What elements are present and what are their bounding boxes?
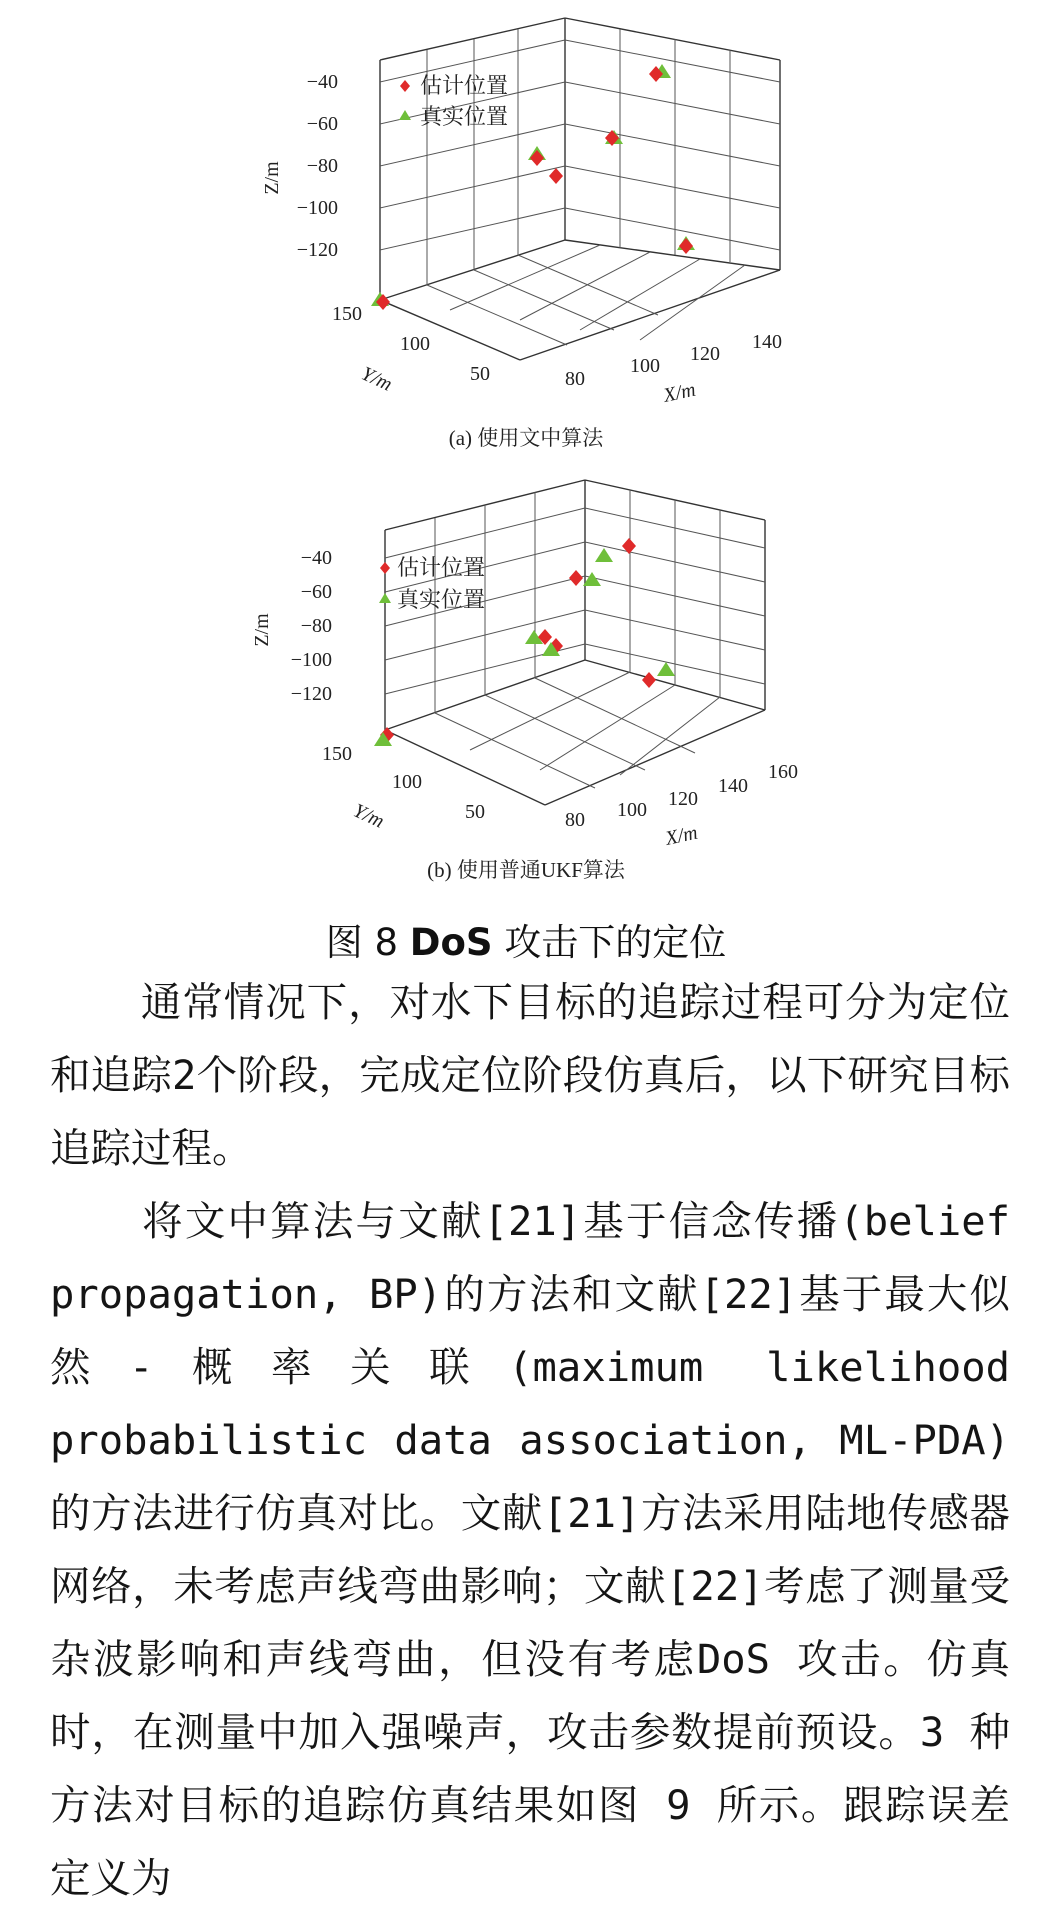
legend-estimated-marker-b <box>380 562 390 574</box>
z-axis-label-b: Z/m <box>251 613 273 647</box>
z-tick-a-3: −80 <box>306 155 338 177</box>
x-tick-b-5: 160 <box>768 761 798 783</box>
legend-true-label-a: 真实位置 <box>420 104 509 129</box>
y-tick-a-1: 150 <box>332 303 362 325</box>
y-tick-b-2: 100 <box>392 771 422 793</box>
x-tick-b-2: 100 <box>617 799 647 821</box>
subfigure-b-caption: (b) 使用普通UKF算法 <box>427 858 625 882</box>
figure-title-number: 图 8 <box>325 921 398 964</box>
x-tick-a-3: 120 <box>690 343 720 365</box>
z-axis-label-a: Z/m <box>261 161 283 195</box>
legend-estimated-label-a: 估计位置 <box>420 73 509 98</box>
estimated-point-b <box>622 538 636 554</box>
figure-title-text: 攻击下的定位 <box>504 921 727 964</box>
x-axis-label-b: X/m <box>663 821 700 850</box>
subfigure-b-plot <box>0 470 1052 870</box>
estimated-point-a <box>549 168 563 184</box>
legend-estimated-label-b: 估计位置 <box>397 555 486 580</box>
z-tick-a-4: −100 <box>296 197 338 219</box>
z-tick-a-2: −60 <box>306 113 338 135</box>
body-paragraph-1-text: 通常情况下，对水下目标的追踪过程可分为定位和追踪2个阶段，完成定位阶段仿真后，以下研究目标追踪过程。 <box>50 978 1010 1172</box>
body-paragraph-2 <box>50 1185 1010 1915</box>
true-point-b <box>657 662 675 676</box>
figure-title <box>0 912 1052 966</box>
x-tick-b-4: 140 <box>718 775 748 797</box>
legend-true-label-b: 真实位置 <box>397 587 486 612</box>
z-tick-b-3: −80 <box>300 615 332 637</box>
y-axis-label-a: Y/m <box>357 362 396 396</box>
z-tick-b-2: −60 <box>300 581 332 603</box>
figure-title-bold: DoS <box>409 921 493 964</box>
legend-true-marker-a <box>399 110 411 120</box>
subfigure-a-caption: (a) 使用文中算法 <box>448 426 604 450</box>
x-tick-a-1: 80 <box>565 368 585 390</box>
y-tick-a-3: 50 <box>470 363 490 385</box>
axis-box-a <box>380 18 780 360</box>
axis-box-b <box>385 480 765 805</box>
subfigure-a-plot <box>0 0 1052 420</box>
body-paragraph-2-text: 将文中算法与文献[21]基于信念传播(belief propagation, BP)的方法和文献[22]基于最大似然-概率关联(maximum likelihood probabilistic data association, ML-PDA)的方法进行仿真对比。文献[21]方法采用陆地传感器网络，未考虑声线弯曲影响；文献[22]考虑了测量受杂波影响和声线弯曲，但没有考虑DoS 攻击。仿真时，在测量中加入强噪声，攻击参数提前预设。3 种方法对目标的追踪仿真结果如图 9 所示。跟踪误差定义为 <box>50 1197 1010 1902</box>
estimated-point-b <box>642 672 656 688</box>
z-tick-a-1: −40 <box>306 71 338 93</box>
y-tick-b-1: 150 <box>322 743 352 765</box>
estimated-point-b <box>569 570 583 586</box>
estimated-point-a <box>679 238 693 254</box>
z-tick-b-5: −120 <box>290 683 332 705</box>
z-tick-b-1: −40 <box>300 547 332 569</box>
x-tick-b-1: 80 <box>565 809 585 831</box>
estimated-point-a <box>530 150 544 166</box>
x-tick-a-4: 140 <box>752 331 782 353</box>
x-tick-b-3: 120 <box>668 788 698 810</box>
y-tick-a-2: 100 <box>400 333 430 355</box>
legend-true-marker-b <box>379 593 391 603</box>
legend-estimated-marker-a <box>400 80 410 92</box>
y-axis-label-b: Y/m <box>349 799 388 833</box>
z-tick-a-5: −120 <box>296 239 338 261</box>
body-paragraph-1 <box>50 966 1010 1185</box>
x-tick-a-2: 100 <box>630 355 660 377</box>
data-points-a <box>371 64 695 310</box>
true-point-b <box>595 548 613 562</box>
y-tick-b-3: 50 <box>465 801 485 823</box>
z-tick-b-4: −100 <box>290 649 332 671</box>
x-axis-label-a: X/m <box>661 378 698 407</box>
